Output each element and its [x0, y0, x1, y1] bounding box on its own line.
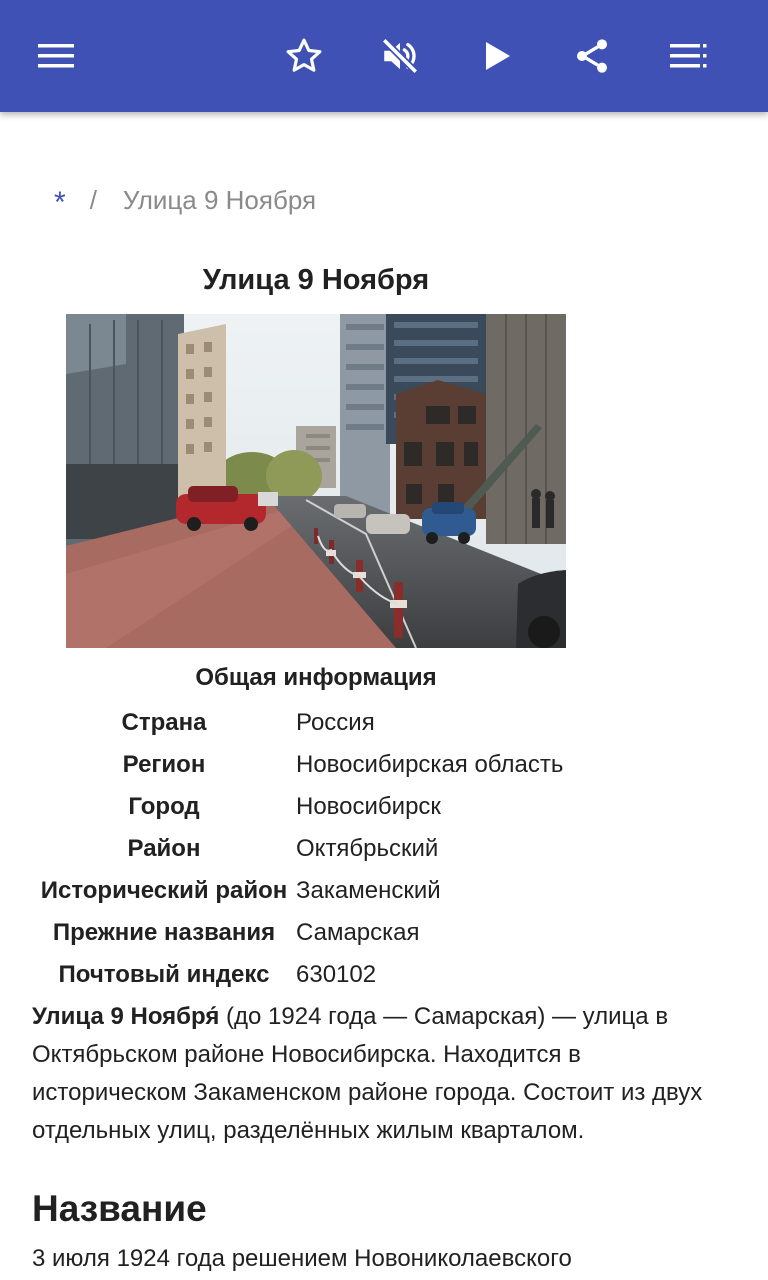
share-icon: [572, 36, 612, 76]
infobox-value[interactable]: Новосибирская область: [296, 751, 564, 778]
street-photo[interactable]: [66, 314, 566, 648]
infobox-value[interactable]: Россия: [296, 709, 375, 736]
infobox-row-district: [32, 832, 732, 874]
hamburger-menu-icon: [36, 41, 76, 71]
article-lead-paragraph: [32, 998, 736, 1150]
infobox-value[interactable]: Октябрьский: [296, 835, 439, 862]
play-icon: [483, 40, 513, 72]
menu-button[interactable]: [24, 24, 88, 88]
section-heading: Название: [32, 1188, 207, 1229]
breadcrumb-current: Улица 9 Ноября: [122, 184, 317, 215]
infobox-value[interactable]: Новосибирск: [296, 793, 441, 820]
infobox-title: Улица 9 Ноября: [202, 264, 430, 296]
play-button[interactable]: [466, 24, 530, 88]
infobox-row-city: [32, 790, 732, 832]
article-subject: Улица 9 Ноября́: [32, 1003, 220, 1030]
section-paragraph: 3 июля 1924 года решением Новониколаевского: [32, 1245, 572, 1272]
playlist-icon: [668, 41, 708, 71]
infobox-section-heading: Общая информация: [195, 664, 437, 691]
infobox-row-region: [32, 748, 732, 790]
infobox-value: Самарская: [296, 919, 420, 946]
infobox-label: Страна: [121, 709, 207, 736]
breadcrumb-separator: /: [89, 184, 97, 215]
infobox-label: Регион: [122, 751, 206, 778]
volume-off-icon: [379, 35, 421, 77]
share-button[interactable]: [560, 24, 624, 88]
infobox-row-country: [32, 706, 732, 748]
star-outline-icon: [284, 36, 324, 76]
breadcrumb: [54, 180, 316, 220]
infobox-value[interactable]: Закаменский: [296, 877, 441, 904]
infobox-label: Прежние названия: [52, 919, 276, 946]
article-lead-text: (до 1924 года — Самарская) — улица в Октябрьском районе Новосибирска. Находится в историческом Закаменском районе города. Состоит из двух отдельных улиц, разделённых жилым кварталом.: [32, 1003, 703, 1144]
infobox-label: Почтовый индекс: [58, 961, 270, 988]
infobox-row-former-names: [32, 916, 732, 958]
infobox-row-historical-district: [32, 874, 732, 916]
infobox-label: Исторический район: [40, 877, 288, 904]
infobox-label: Район: [127, 835, 201, 862]
infobox-label: Город: [128, 793, 200, 820]
mute-button[interactable]: [368, 24, 432, 88]
breadcrumb-home-link[interactable]: *: [54, 186, 66, 219]
infobox-row-postal-code: [32, 958, 732, 1000]
table-of-contents-button[interactable]: [656, 24, 720, 88]
app-bar: [0, 0, 768, 112]
favorite-button[interactable]: [272, 24, 336, 88]
infobox-value: 630102: [296, 961, 377, 988]
